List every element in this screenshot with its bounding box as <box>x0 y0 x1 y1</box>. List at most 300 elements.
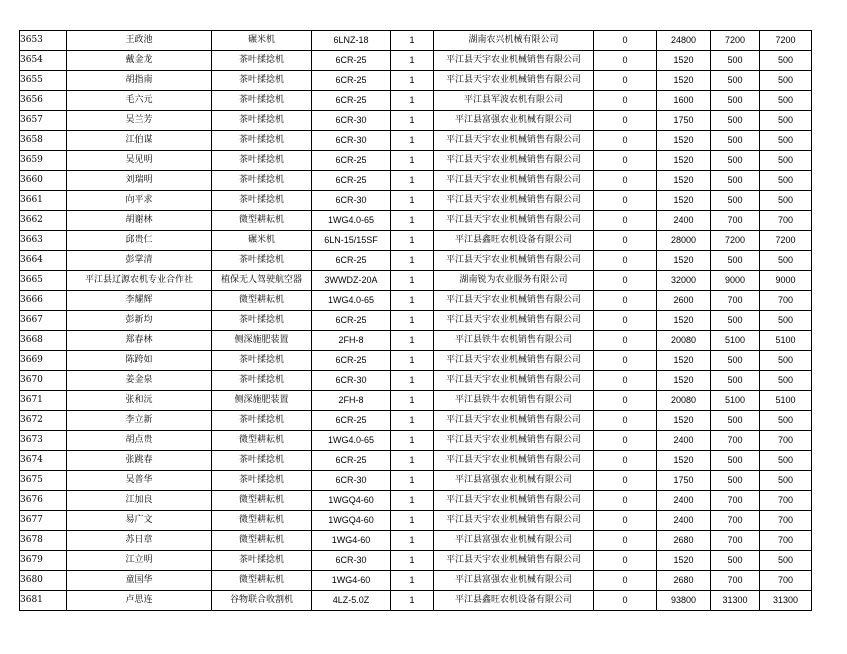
subsidy-total-cell: 500 <box>760 151 812 171</box>
sale-price-cell: 32000 <box>657 271 711 291</box>
sale-price-cell: 1520 <box>657 451 711 471</box>
machine-type-cell: 茶叶揉捻机 <box>212 91 312 111</box>
subsidy-amount-cell: 500 <box>711 551 760 571</box>
record-number-cell: 3658 <box>20 131 67 151</box>
dealer-cell: 平江县天宇农业机械销售有限公司 <box>434 251 594 271</box>
buyer-name-cell: 向平求 <box>67 191 212 211</box>
buyer-name-cell: 易广文 <box>67 511 212 531</box>
quantity-cell: 1 <box>391 491 434 511</box>
sale-price-cell: 2600 <box>657 291 711 311</box>
quantity-cell: 1 <box>391 211 434 231</box>
model-cell: 6CR-30 <box>312 131 391 151</box>
buyer-name-cell: 王政池 <box>67 31 212 51</box>
model-cell: 6CR-25 <box>312 311 391 331</box>
sale-price-cell: 2400 <box>657 211 711 231</box>
quantity-cell: 1 <box>391 451 434 471</box>
dealer-cell: 平江县天宇农业机械销售有限公司 <box>434 511 594 531</box>
buyer-name-cell: 彭掌清 <box>67 251 212 271</box>
table-row <box>20 111 812 131</box>
subsidy-total-cell: 700 <box>760 291 812 311</box>
machine-type-cell: 茶叶揉捻机 <box>212 171 312 191</box>
dealer-cell: 平江县富强农业机械有限公司 <box>434 571 594 591</box>
machine-type-cell: 茶叶揉捻机 <box>212 191 312 211</box>
zero-value-cell: 0 <box>594 391 657 411</box>
record-number-cell: 3679 <box>20 551 67 571</box>
subsidy-total-cell: 500 <box>760 51 812 71</box>
table-row <box>20 551 812 571</box>
dealer-cell: 平江县天宇农业机械销售有限公司 <box>434 411 594 431</box>
dealer-cell: 湖南锐为农业服务有限公司 <box>434 271 594 291</box>
dealer-cell: 湖南农兴机械有限公司 <box>434 31 594 51</box>
buyer-name-cell: 李耀辉 <box>67 291 212 311</box>
machine-type-cell: 微型耕耘机 <box>212 511 312 531</box>
subsidy-total-cell: 5100 <box>760 391 812 411</box>
record-number-cell: 3657 <box>20 111 67 131</box>
quantity-cell: 1 <box>391 31 434 51</box>
subsidy-total-cell: 700 <box>760 531 812 551</box>
subsidy-amount-cell: 7200 <box>711 231 760 251</box>
record-number-cell: 3668 <box>20 331 67 351</box>
model-cell: 4LZ-5.0Z <box>312 591 391 611</box>
sale-price-cell: 93800 <box>657 591 711 611</box>
record-number-cell: 3681 <box>20 591 67 611</box>
table-row <box>20 31 812 51</box>
quantity-cell: 1 <box>391 91 434 111</box>
quantity-cell: 1 <box>391 191 434 211</box>
subsidy-total-cell: 500 <box>760 411 812 431</box>
subsidy-amount-cell: 700 <box>711 211 760 231</box>
record-number-cell: 3672 <box>20 411 67 431</box>
buyer-name-cell: 江伯谋 <box>67 131 212 151</box>
subsidy-amount-cell: 5100 <box>711 331 760 351</box>
buyer-name-cell: 姜金泉 <box>67 371 212 391</box>
zero-value-cell: 0 <box>594 291 657 311</box>
model-cell: 6CR-25 <box>312 51 391 71</box>
model-cell: 6CR-25 <box>312 351 391 371</box>
subsidy-amount-cell: 500 <box>711 131 760 151</box>
machine-type-cell: 茶叶揉捻机 <box>212 251 312 271</box>
zero-value-cell: 0 <box>594 491 657 511</box>
buyer-name-cell: 张跳春 <box>67 451 212 471</box>
record-number-cell: 3655 <box>20 71 67 91</box>
table-row <box>20 511 812 531</box>
dealer-cell: 平江县富强农业机械有限公司 <box>434 531 594 551</box>
model-cell: 3WWDZ-20A <box>312 271 391 291</box>
subsidy-total-cell: 500 <box>760 191 812 211</box>
sale-price-cell: 2400 <box>657 431 711 451</box>
buyer-name-cell: 童国华 <box>67 571 212 591</box>
quantity-cell: 1 <box>391 171 434 191</box>
sale-price-cell: 20080 <box>657 391 711 411</box>
subsidy-amount-cell: 500 <box>711 111 760 131</box>
dealer-cell: 平江县天宇农业机械销售有限公司 <box>434 191 594 211</box>
machine-type-cell: 茶叶揉捻机 <box>212 551 312 571</box>
quantity-cell: 1 <box>391 591 434 611</box>
table-row <box>20 471 812 491</box>
buyer-name-cell: 郑春林 <box>67 331 212 351</box>
model-cell: 6CR-30 <box>312 111 391 131</box>
quantity-cell: 1 <box>391 471 434 491</box>
subsidy-amount-cell: 700 <box>711 291 760 311</box>
quantity-cell: 1 <box>391 411 434 431</box>
model-cell: 1WG4.0-65 <box>312 291 391 311</box>
zero-value-cell: 0 <box>594 571 657 591</box>
machine-type-cell: 侧深施肥装置 <box>212 391 312 411</box>
buyer-name-cell: 平江县辽源农机专业合作社 <box>67 271 212 291</box>
table-row <box>20 291 812 311</box>
zero-value-cell: 0 <box>594 231 657 251</box>
table-row <box>20 431 812 451</box>
dealer-cell: 平江县天宇农业机械销售有限公司 <box>434 211 594 231</box>
zero-value-cell: 0 <box>594 51 657 71</box>
quantity-cell: 1 <box>391 551 434 571</box>
quantity-cell: 1 <box>391 111 434 131</box>
machine-type-cell: 茶叶揉捻机 <box>212 411 312 431</box>
dealer-cell: 平江县天宇农业机械销售有限公司 <box>434 171 594 191</box>
model-cell: 6CR-25 <box>312 151 391 171</box>
subsidy-amount-cell: 5100 <box>711 391 760 411</box>
sale-price-cell: 1520 <box>657 251 711 271</box>
record-number-cell: 3660 <box>20 171 67 191</box>
subsidy-total-cell: 5100 <box>760 331 812 351</box>
subsidy-amount-cell: 500 <box>711 171 760 191</box>
subsidy-total-cell: 500 <box>760 131 812 151</box>
dealer-cell: 平江县铁牛农机销售有限公司 <box>434 391 594 411</box>
machine-type-cell: 茶叶揉捻机 <box>212 71 312 91</box>
record-number-cell: 3664 <box>20 251 67 271</box>
model-cell: 1WGQ4-60 <box>312 491 391 511</box>
machine-type-cell: 微型耕耘机 <box>212 211 312 231</box>
subsidy-total-cell: 7200 <box>760 231 812 251</box>
record-number-cell: 3673 <box>20 431 67 451</box>
model-cell: 6CR-30 <box>312 551 391 571</box>
machine-type-cell: 微型耕耘机 <box>212 431 312 451</box>
subsidy-total-cell: 700 <box>760 511 812 531</box>
table-row <box>20 71 812 91</box>
zero-value-cell: 0 <box>594 131 657 151</box>
buyer-name-cell: 张和沅 <box>67 391 212 411</box>
dealer-cell: 平江县天宇农业机械销售有限公司 <box>434 291 594 311</box>
subsidy-amount-cell: 700 <box>711 571 760 591</box>
model-cell: 6CR-25 <box>312 411 391 431</box>
table-row <box>20 51 812 71</box>
table-row <box>20 391 812 411</box>
record-number-cell: 3678 <box>20 531 67 551</box>
record-number-cell: 3680 <box>20 571 67 591</box>
zero-value-cell: 0 <box>594 471 657 491</box>
model-cell: 2FH-8 <box>312 391 391 411</box>
subsidy-total-cell: 500 <box>760 551 812 571</box>
subsidy-amount-cell: 7200 <box>711 31 760 51</box>
machine-type-cell: 茶叶揉捻机 <box>212 371 312 391</box>
subsidy-total-cell: 31300 <box>760 591 812 611</box>
zero-value-cell: 0 <box>594 91 657 111</box>
sale-price-cell: 1750 <box>657 471 711 491</box>
sale-price-cell: 1520 <box>657 351 711 371</box>
sale-price-cell: 20080 <box>657 331 711 351</box>
table-row <box>20 371 812 391</box>
machine-type-cell: 茶叶揉捻机 <box>212 351 312 371</box>
subsidy-amount-cell: 500 <box>711 411 760 431</box>
model-cell: 6LNZ-18 <box>312 31 391 51</box>
buyer-name-cell: 卢思连 <box>67 591 212 611</box>
zero-value-cell: 0 <box>594 31 657 51</box>
table-row <box>20 251 812 271</box>
buyer-name-cell: 彭新均 <box>67 311 212 331</box>
sale-price-cell: 1520 <box>657 71 711 91</box>
zero-value-cell: 0 <box>594 331 657 351</box>
sale-price-cell: 2400 <box>657 511 711 531</box>
model-cell: 1WG4.0-65 <box>312 431 391 451</box>
zero-value-cell: 0 <box>594 531 657 551</box>
zero-value-cell: 0 <box>594 511 657 531</box>
record-number-cell: 3666 <box>20 291 67 311</box>
sale-price-cell: 24800 <box>657 31 711 51</box>
machine-type-cell: 谷物联合收割机 <box>212 591 312 611</box>
quantity-cell: 1 <box>391 431 434 451</box>
subsidy-total-cell: 500 <box>760 251 812 271</box>
record-number-cell: 3669 <box>20 351 67 371</box>
record-number-cell: 3671 <box>20 391 67 411</box>
record-number-cell: 3676 <box>20 491 67 511</box>
zero-value-cell: 0 <box>594 351 657 371</box>
buyer-name-cell: 江立明 <box>67 551 212 571</box>
subsidy-amount-cell: 500 <box>711 151 760 171</box>
dealer-cell: 平江县天宇农业机械销售有限公司 <box>434 551 594 571</box>
subsidy-total-cell: 500 <box>760 71 812 91</box>
sale-price-cell: 1520 <box>657 551 711 571</box>
machine-type-cell: 侧深施肥装置 <box>212 331 312 351</box>
zero-value-cell: 0 <box>594 551 657 571</box>
machine-type-cell: 微型耕耘机 <box>212 571 312 591</box>
quantity-cell: 1 <box>391 311 434 331</box>
table-body <box>20 31 812 611</box>
zero-value-cell: 0 <box>594 431 657 451</box>
quantity-cell: 1 <box>391 331 434 351</box>
table-row <box>20 151 812 171</box>
quantity-cell: 1 <box>391 271 434 291</box>
buyer-name-cell: 戴金龙 <box>67 51 212 71</box>
subsidy-total-cell: 700 <box>760 571 812 591</box>
zero-value-cell: 0 <box>594 311 657 331</box>
sale-price-cell: 1520 <box>657 131 711 151</box>
machine-type-cell: 微型耕耘机 <box>212 491 312 511</box>
subsidy-amount-cell: 9000 <box>711 271 760 291</box>
buyer-name-cell: 吴普华 <box>67 471 212 491</box>
subsidy-total-cell: 9000 <box>760 271 812 291</box>
subsidy-amount-cell: 700 <box>711 491 760 511</box>
dealer-cell: 平江县富强农业机械有限公司 <box>434 111 594 131</box>
buyer-name-cell: 胡指南 <box>67 71 212 91</box>
subsidy-amount-cell: 700 <box>711 431 760 451</box>
quantity-cell: 1 <box>391 571 434 591</box>
model-cell: 6CR-25 <box>312 71 391 91</box>
dealer-cell: 平江县鑫旺农机设备有限公司 <box>434 591 594 611</box>
zero-value-cell: 0 <box>594 171 657 191</box>
subsidy-amount-cell: 500 <box>711 471 760 491</box>
zero-value-cell: 0 <box>594 191 657 211</box>
subsidy-total-cell: 500 <box>760 311 812 331</box>
subsidy-amount-cell: 500 <box>711 351 760 371</box>
subsidy-total-cell: 500 <box>760 371 812 391</box>
machine-type-cell: 茶叶揉捻机 <box>212 51 312 71</box>
record-number-cell: 3675 <box>20 471 67 491</box>
record-number-cell: 3670 <box>20 371 67 391</box>
machine-type-cell: 碾米机 <box>212 231 312 251</box>
model-cell: 6CR-30 <box>312 191 391 211</box>
buyer-name-cell: 毛六元 <box>67 91 212 111</box>
subsidy-total-cell: 500 <box>760 171 812 191</box>
quantity-cell: 1 <box>391 371 434 391</box>
subsidy-total-cell: 700 <box>760 211 812 231</box>
buyer-name-cell: 吴兰芳 <box>67 111 212 131</box>
record-number-cell: 3661 <box>20 191 67 211</box>
model-cell: 6CR-25 <box>312 91 391 111</box>
dealer-cell: 平江县天宇农业机械销售有限公司 <box>434 311 594 331</box>
quantity-cell: 1 <box>391 351 434 371</box>
zero-value-cell: 0 <box>594 211 657 231</box>
model-cell: 6CR-30 <box>312 471 391 491</box>
zero-value-cell: 0 <box>594 271 657 291</box>
dealer-cell: 平江县天宇农业机械销售有限公司 <box>434 151 594 171</box>
model-cell: 6CR-25 <box>312 171 391 191</box>
subsidy-total-cell: 500 <box>760 111 812 131</box>
sale-price-cell: 1520 <box>657 171 711 191</box>
record-number-cell: 3674 <box>20 451 67 471</box>
sale-price-cell: 2680 <box>657 571 711 591</box>
subsidy-total-cell: 500 <box>760 351 812 371</box>
sale-price-cell: 1750 <box>657 111 711 131</box>
zero-value-cell: 0 <box>594 451 657 471</box>
record-number-cell: 3653 <box>20 31 67 51</box>
quantity-cell: 1 <box>391 251 434 271</box>
table-row <box>20 531 812 551</box>
quantity-cell: 1 <box>391 231 434 251</box>
model-cell: 1WG4-60 <box>312 571 391 591</box>
model-cell: 1WGQ4-60 <box>312 511 391 531</box>
model-cell: 6CR-25 <box>312 451 391 471</box>
table-row <box>20 311 812 331</box>
quantity-cell: 1 <box>391 511 434 531</box>
sale-price-cell: 1600 <box>657 91 711 111</box>
zero-value-cell: 0 <box>594 411 657 431</box>
sale-price-cell: 28000 <box>657 231 711 251</box>
buyer-name-cell: 刘瑞明 <box>67 171 212 191</box>
subsidy-amount-cell: 500 <box>711 311 760 331</box>
table-row <box>20 131 812 151</box>
sale-price-cell: 1520 <box>657 51 711 71</box>
subsidy-total-cell: 500 <box>760 451 812 471</box>
quantity-cell: 1 <box>391 71 434 91</box>
buyer-name-cell: 陈跨如 <box>67 351 212 371</box>
machine-type-cell: 微型耕耘机 <box>212 291 312 311</box>
machine-type-cell: 茶叶揉捻机 <box>212 111 312 131</box>
machine-type-cell: 植保无人驾驶航空器 <box>212 271 312 291</box>
subsidy-total-cell: 700 <box>760 491 812 511</box>
table-row <box>20 211 812 231</box>
quantity-cell: 1 <box>391 531 434 551</box>
table-row <box>20 451 812 471</box>
subsidy-amount-cell: 31300 <box>711 591 760 611</box>
buyer-name-cell: 邱贵仁 <box>67 231 212 251</box>
model-cell: 2FH-8 <box>312 331 391 351</box>
sale-price-cell: 1520 <box>657 371 711 391</box>
table-row <box>20 491 812 511</box>
table-row <box>20 271 812 291</box>
subsidy-total-cell: 500 <box>760 91 812 111</box>
sale-price-cell: 1520 <box>657 311 711 331</box>
subsidy-amount-cell: 500 <box>711 51 760 71</box>
zero-value-cell: 0 <box>594 151 657 171</box>
subsidy-amount-cell: 500 <box>711 191 760 211</box>
machine-type-cell: 茶叶揉捻机 <box>212 131 312 151</box>
zero-value-cell: 0 <box>594 371 657 391</box>
dealer-cell: 平江县天宇农业机械销售有限公司 <box>434 71 594 91</box>
subsidy-total-cell: 500 <box>760 471 812 491</box>
dealer-cell: 平江县鑫旺农机设备有限公司 <box>434 231 594 251</box>
dealer-cell: 平江县天宇农业机械销售有限公司 <box>434 51 594 71</box>
record-number-cell: 3656 <box>20 91 67 111</box>
table-row <box>20 171 812 191</box>
model-cell: 6CR-25 <box>312 251 391 271</box>
model-cell: 6LN-15/15SF <box>312 231 391 251</box>
zero-value-cell: 0 <box>594 71 657 91</box>
dealer-cell: 平江县军波农机有限公司 <box>434 91 594 111</box>
buyer-name-cell: 苏日章 <box>67 531 212 551</box>
quantity-cell: 1 <box>391 291 434 311</box>
sale-price-cell: 2400 <box>657 491 711 511</box>
subsidy-total-cell: 7200 <box>760 31 812 51</box>
subsidy-amount-cell: 500 <box>711 71 760 91</box>
zero-value-cell: 0 <box>594 591 657 611</box>
subsidy-amount-cell: 700 <box>711 511 760 531</box>
dealer-cell: 平江县天宇农业机械销售有限公司 <box>434 431 594 451</box>
record-number-cell: 3659 <box>20 151 67 171</box>
subsidy-amount-cell: 700 <box>711 531 760 551</box>
sale-price-cell: 2680 <box>657 531 711 551</box>
subsidy-amount-cell: 500 <box>711 251 760 271</box>
subsidy-amount-cell: 500 <box>711 91 760 111</box>
dealer-cell: 平江县富强农业机械有限公司 <box>434 471 594 491</box>
dealer-cell: 平江县铁牛农机销售有限公司 <box>434 331 594 351</box>
machine-type-cell: 微型耕耘机 <box>212 531 312 551</box>
table-row <box>20 571 812 591</box>
buyer-name-cell: 江加良 <box>67 491 212 511</box>
model-cell: 6CR-30 <box>312 371 391 391</box>
machine-type-cell: 茶叶揉捻机 <box>212 471 312 491</box>
buyer-name-cell: 李立新 <box>67 411 212 431</box>
model-cell: 1WG4.0-65 <box>312 211 391 231</box>
buyer-name-cell: 胡点贵 <box>67 431 212 451</box>
zero-value-cell: 0 <box>594 251 657 271</box>
buyer-name-cell: 吴见明 <box>67 151 212 171</box>
machine-type-cell: 茶叶揉捻机 <box>212 151 312 171</box>
quantity-cell: 1 <box>391 51 434 71</box>
dealer-cell: 平江县天宇农业机械销售有限公司 <box>434 451 594 471</box>
table-row <box>20 331 812 351</box>
table-row <box>20 231 812 251</box>
table-row <box>20 411 812 431</box>
table-row <box>20 191 812 211</box>
machine-type-cell: 碾米机 <box>212 31 312 51</box>
subsidy-total-cell: 700 <box>760 431 812 451</box>
model-cell: 1WG4-60 <box>312 531 391 551</box>
sale-price-cell: 1520 <box>657 191 711 211</box>
subsidy-amount-cell: 500 <box>711 451 760 471</box>
dealer-cell: 平江县天宇农业机械销售有限公司 <box>434 351 594 371</box>
record-number-cell: 3662 <box>20 211 67 231</box>
machine-type-cell: 茶叶揉捻机 <box>212 311 312 331</box>
